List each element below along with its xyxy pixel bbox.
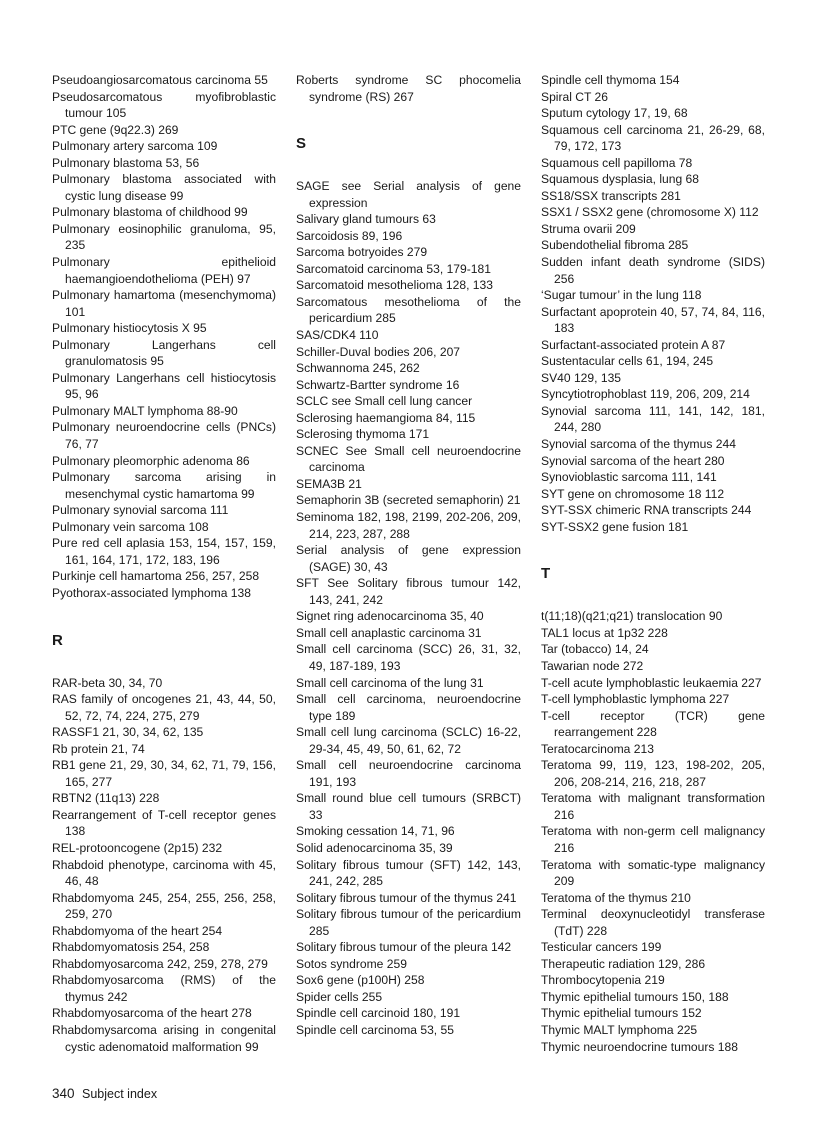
index-entry: Small cell lung carcinoma (SCLC) 16-22, 29-34, 45, 49, 50, 61, 62, 72: [296, 725, 521, 756]
index-entry: Solid adenocarcinoma 35, 39: [296, 840, 453, 855]
index-entry: Sarcoidosis 89, 196: [296, 228, 403, 243]
index-entry: Sustentacular cells 61, 194, 245: [541, 354, 714, 369]
index-entry: REL-protooncogene (2p15) 232: [52, 840, 223, 855]
index-entry: Rhabdomyosarcoma 242, 259, 278, 279: [52, 956, 268, 971]
index-entry: Pulmonary epithelioid haemangioendothelioma (PEH) 97: [52, 255, 276, 286]
index-entry: SAGE see Serial analysis of gene expression: [296, 179, 521, 210]
index-entry: Struma ovarii 209: [541, 221, 636, 236]
index-entry: Solitary fibrous tumour (SFT) 142, 143, 241, 242, 285: [296, 857, 521, 889]
index-entry: RAR-beta 30, 34, 70: [52, 675, 163, 690]
index-entry: Pulmonary synovial sarcoma 111: [52, 503, 229, 518]
index-entry: Thymic epithelial tumours 152: [541, 1006, 702, 1021]
index-entry: Schwartz-Bartter syndrome 16: [296, 377, 460, 392]
index-entry: Teratoma of the thymus 210: [541, 890, 691, 905]
index-entry: ‘Sugar tumour’ in the lung 118: [541, 288, 702, 303]
index-entry: Tar (tobacco) 14, 24: [541, 642, 649, 657]
index-entry: Therapeutic radiation 129, 286: [541, 956, 706, 971]
index-entry: Terminal deoxynucleotidyl transferase (TdT) 228: [541, 907, 765, 938]
index-entry: SV40 129, 135: [541, 370, 622, 385]
index-entry: Pulmonary histiocytosis X 95: [52, 321, 207, 336]
index-entry: Sputum cytology 17, 19, 68: [541, 106, 688, 121]
index-entry: Semaphorin 3B (secreted semaphorin) 21: [296, 493, 521, 508]
index-entry: Schiller-Duval bodies 206, 207: [296, 344, 461, 359]
section-letter-heading: S: [296, 135, 307, 153]
index-entry: TAL1 locus at 1p32 228: [541, 625, 668, 640]
index-entry: Serial analysis of gene expression (SAGE) 30, 43: [296, 543, 521, 574]
index-entry: Pulmonary eosinophilic granuloma, 95, 235: [52, 221, 276, 253]
index-entry: Thymic epithelial tumours 150, 188: [541, 989, 729, 1004]
index-entry: Sarcomatous mesothelioma of the pericardium 285: [296, 294, 521, 326]
index-entry: Roberts syndrome SC phocomelia syndrome (RS) 267: [296, 73, 521, 104]
index-entry: Teratoma with non-germ cell malignancy 216: [541, 824, 765, 855]
index-entry: Pulmonary Langerhans cell granulomatosis 95: [52, 337, 276, 369]
index-entry: Pyothorax-associated lymphoma 138: [52, 585, 251, 600]
index-entry: Pulmonary blastoma of childhood 99: [52, 205, 248, 220]
index-entry: Solitary fibrous tumour of the pericardium 285: [296, 907, 521, 938]
index-entry: Pulmonary sarcoma arising in mesenchymal cystic hamartoma 99: [52, 470, 276, 501]
index-entry: T-cell receptor (TCR) gene rearrangement 228: [541, 708, 765, 740]
index-entry: Rhabdomysarcoma arising in congenital cystic adenomatoid malformation 99: [52, 1022, 276, 1054]
index-entry: Surfactant-associated protein A 87: [541, 337, 726, 352]
index-entry: Purkinje cell hamartoma 256, 257, 258: [52, 569, 260, 584]
index-entry: Teratocarcinoma 213: [541, 741, 654, 756]
index-entry: Spindle cell carcinoma 53, 55: [296, 1022, 454, 1037]
index-entry: Small cell carcinoma (SCC) 26, 31, 32, 49, 187-189, 193: [296, 642, 521, 673]
index-entry: Pulmonary Langerhans cell histiocytosis 95, 96: [52, 370, 276, 402]
index-entry: RASSF1 21, 30, 34, 62, 135: [52, 725, 204, 740]
index-entry: Pulmonary MALT lymphoma 88-90: [52, 403, 238, 418]
index-entry: RAS family of oncogenes 21, 43, 44, 50, 52, 72, 74, 224, 275, 279: [52, 692, 276, 723]
index-entry: Rhabdoid phenotype, carcinoma with 45, 46, 48: [52, 857, 276, 889]
section-letter-heading: T: [541, 565, 551, 583]
index-entry: SCNEC See Small cell neuroendocrine carcinoma: [296, 443, 521, 475]
index-entry: SAS/CDK4 110: [296, 328, 379, 343]
index-entry: Sarcomatoid carcinoma 53, 179-181: [296, 261, 491, 276]
index-entry: Synovial sarcoma of the heart 280: [541, 453, 725, 468]
index-entry: Syncytiotrophoblast 119, 206, 209, 214: [541, 387, 750, 402]
index-entry: Pseudoangiosarcomatous carcinoma 55: [52, 73, 268, 87]
index-entry: Squamous cell carcinoma 21, 26-29, 68, 79, 172, 173: [541, 122, 765, 154]
index-entry: Smoking cessation 14, 71, 96: [296, 824, 455, 839]
index-entry: Pure red cell aplasia 153, 154, 157, 159, 161, 164, 171, 172, 183, 196: [52, 536, 276, 567]
index-entry: Surfactant apoprotein 40, 57, 74, 84, 116, 183: [541, 304, 765, 336]
index-entry: Synovial sarcoma 111, 141, 142, 181, 244, 280: [541, 403, 765, 435]
index-entry: Pulmonary blastoma associated with cystic lung disease 99: [52, 172, 276, 203]
index-entry: Rhabdomyosarcoma (RMS) of the thymus 242: [52, 973, 276, 1004]
index-entry: SYT-SSX chimeric RNA transcripts 244: [541, 503, 752, 518]
index-entry: T-cell lymphoblastic lymphoma 227: [541, 692, 730, 707]
index-entry: SEMA3B 21: [296, 476, 362, 491]
index-entry: Pseudosarcomatous myofibroblastic tumour 105: [52, 89, 276, 121]
index-entry: Thymic neuroendocrine tumours 188: [541, 1039, 738, 1054]
index-entry: Sox6 gene (p100H) 258: [296, 973, 425, 988]
index-entry: Thymic MALT lymphoma 225: [541, 1022, 698, 1037]
index-entry: Pulmonary blastoma 53, 56: [52, 155, 200, 170]
index-entry: Small cell neuroendocrine carcinoma 191, 193: [296, 758, 521, 789]
index-entry: Teratoma with malignant transformation 216: [541, 791, 765, 822]
index-entry: Spider cells 255: [296, 989, 383, 1004]
index-entry: Rhabdomyoma of the heart 254: [52, 923, 223, 938]
index-entry: Spindle cell carcinoid 180, 191: [296, 1006, 461, 1021]
index-entry: Pulmonary vein sarcoma 108: [52, 519, 209, 534]
index-entry: Schwannoma 245, 262: [296, 361, 420, 376]
index-entry: Small cell anaplastic carcinoma 31: [296, 625, 482, 640]
index-entry: Pulmonary neuroendocrine cells (PNCs) 76, 77: [52, 420, 276, 452]
index-entry: Rhabdomyoma 245, 254, 255, 256, 258, 259, 270: [52, 890, 276, 922]
index-entry: SS18/SSX transcripts 281: [541, 188, 681, 203]
index-entry: SFT See Solitary fibrous tumour 142, 143, 241, 242: [296, 576, 521, 607]
index-entry: Seminoma 182, 198, 2199, 202-206, 209, 214, 223, 287, 288: [296, 510, 521, 541]
index-entry: Thrombocytopenia 219: [541, 973, 665, 988]
index-entry: Teratoma with somatic-type malignancy 209: [541, 857, 765, 889]
index-entry: Pulmonary pleomorphic adenoma 86: [52, 453, 250, 468]
index-column-2: [296, 72, 521, 1039]
index-column-3: [541, 72, 765, 1055]
index-entry: RB1 gene 21, 29, 30, 34, 62, 71, 79, 156, 165, 277: [52, 758, 276, 789]
page-footer: [52, 1086, 157, 1102]
index-entry: Sclerosing thymoma 171: [296, 427, 430, 442]
index-entry: Small cell carcinoma of the lung 31: [296, 675, 484, 690]
index-entry: Spiral CT 26: [541, 89, 608, 104]
footer-section-title: Subject index: [82, 1087, 158, 1101]
index-entry: Squamous dysplasia, lung 68: [541, 172, 699, 187]
index-entry: Sudden infant death syndrome (SIDS) 256: [541, 255, 765, 286]
index-entry: Spindle cell thymoma 154: [541, 73, 680, 87]
page-number: 340: [52, 1086, 75, 1101]
index-entry: Small round blue cell tumours (SRBCT) 33: [296, 791, 521, 822]
index-entry: Sarcomatoid mesothelioma 128, 133: [296, 278, 493, 293]
index-entry: Squamous cell papilloma 78: [541, 155, 693, 170]
index-entry: PTC gene (9q22.3) 269: [52, 122, 179, 137]
index-entry: Teratoma 99, 119, 123, 198-202, 205, 206, 208-214, 216, 218, 287: [541, 758, 765, 789]
index-entry: Rhabdomyosarcoma of the heart 278: [52, 1006, 252, 1021]
index-entry: Pulmonary hamartoma (mesenchymoma) 101: [52, 288, 276, 319]
index-entry: T-cell acute lymphoblastic leukaemia 227: [541, 675, 762, 690]
index-entry: Testicular cancers 199: [541, 940, 662, 955]
index-entry: Rhabdomyomatosis 254, 258: [52, 940, 210, 955]
index-entry: Solitary fibrous tumour of the thymus 241: [296, 890, 517, 905]
index-entry: Sclerosing haemangioma 84, 115: [296, 410, 476, 425]
index-entry: Subendothelial fibroma 285: [541, 238, 689, 253]
index-entry: SYT gene on chromosome 18 112: [541, 486, 725, 501]
index-entry: Tawarian node 272: [541, 658, 644, 673]
index-entry: Sotos syndrome 259: [296, 956, 407, 971]
section-letter-heading: R: [52, 631, 63, 649]
index-column-1: [52, 72, 276, 1055]
index-entry: Signet ring adenocarcinoma 35, 40: [296, 609, 484, 624]
index-entry: SCLC see Small cell lung cancer: [296, 394, 473, 409]
index-entry: Small cell carcinoma, neuroendocrine type 189: [296, 692, 521, 723]
index-entry: Synovial sarcoma of the thymus 244: [541, 437, 736, 452]
index-entry: SYT-SSX2 gene fusion 181: [541, 519, 689, 534]
index-entry: Solitary fibrous tumour of the pleura 142: [296, 940, 512, 955]
index-entry: Rearrangement of T-cell receptor genes 138: [52, 807, 276, 839]
index-entry: Salivary gland tumours 63: [296, 212, 436, 227]
index-entry: Pulmonary artery sarcoma 109: [52, 139, 218, 154]
index-entry: Rb protein 21, 74: [52, 741, 145, 756]
index-entry: SSX1 / SSX2 gene (chromosome X) 112: [541, 205, 759, 220]
index-entry: Sarcoma botryoides 279: [296, 245, 428, 260]
index-entry: Synovioblastic sarcoma 111, 141: [541, 470, 717, 485]
index-entry: t(11;18)(q21;q21) translocation 90: [541, 609, 723, 624]
index-entry: RBTN2 (11q13) 228: [52, 791, 160, 806]
